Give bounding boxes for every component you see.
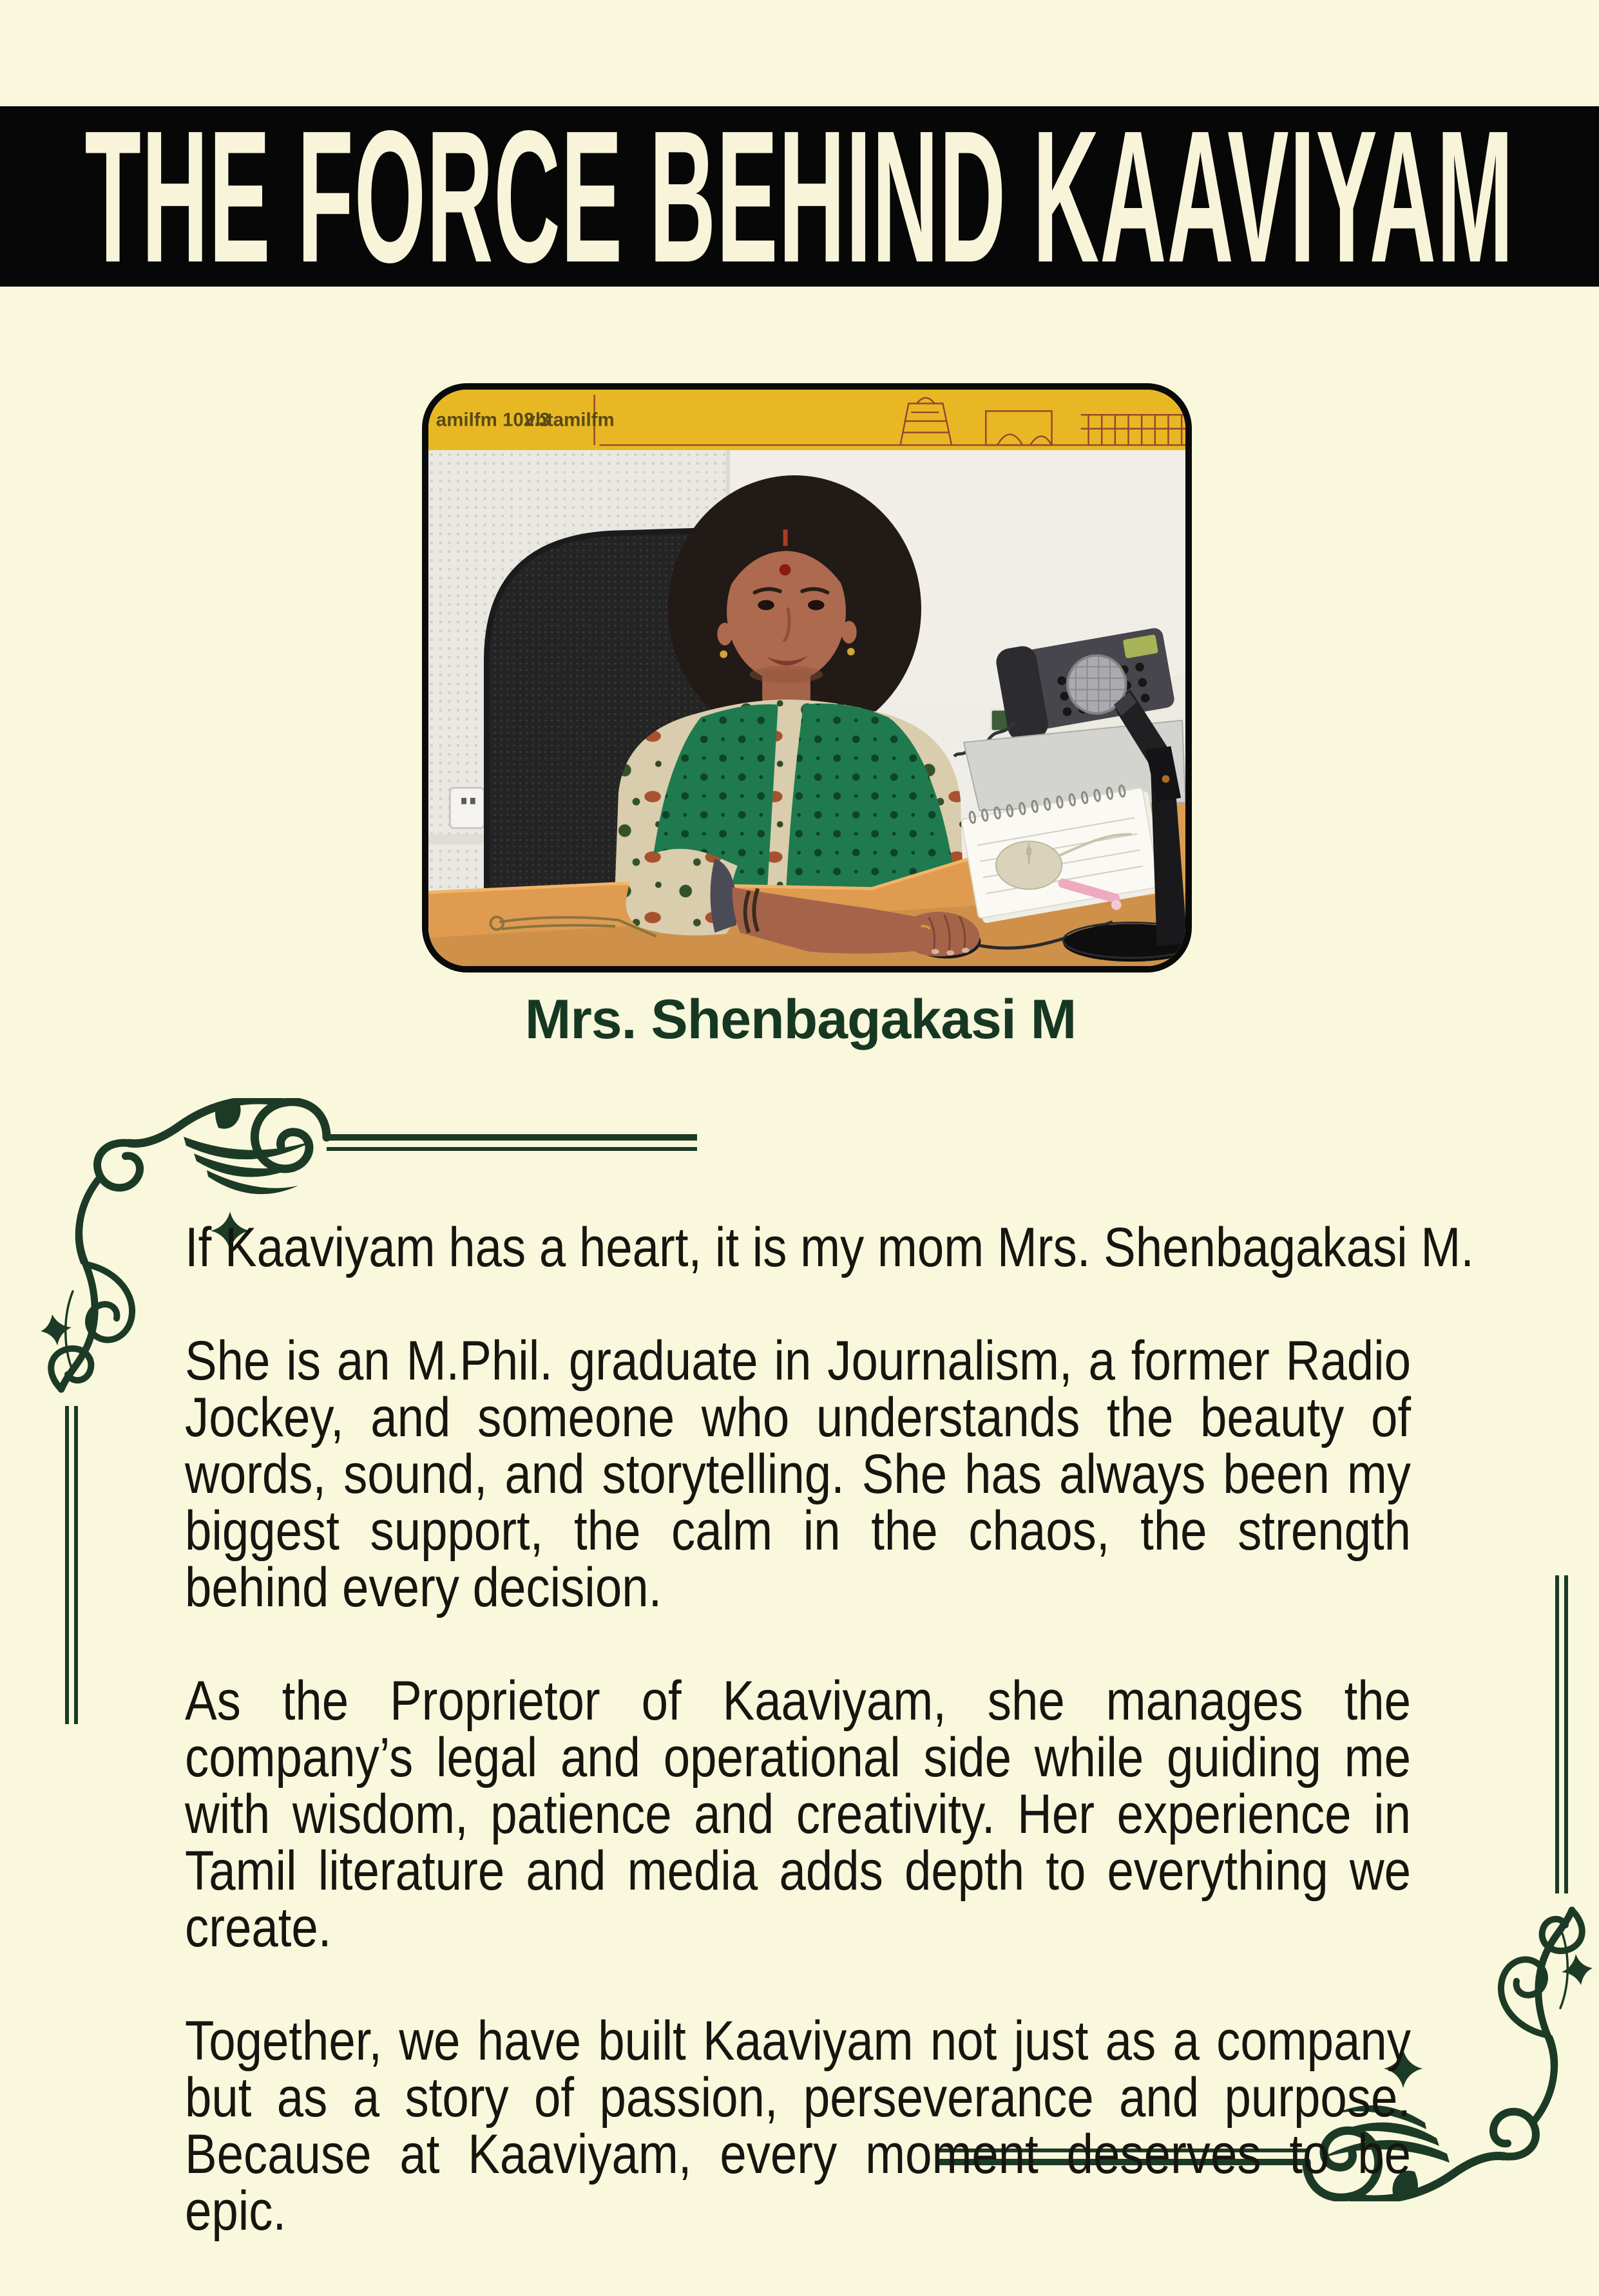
banner-station-left: amilfm 102.3 — [436, 409, 550, 431]
radio-banner — [428, 390, 1185, 450]
earring — [720, 650, 727, 658]
page-title: THE FORCE BEHIND KAAVIYAM — [84, 91, 1515, 301]
earring — [847, 648, 855, 656]
sindoor-mark — [783, 529, 788, 546]
body-text-block — [185, 1217, 1474, 2296]
bindi — [780, 564, 791, 576]
studio-photo-scene — [428, 390, 1185, 966]
paragraph-together: Together, we have built Kaaviyam not just as a company but as a story of passion, perseverance and purpose. Because at Kaaviyam, every moment deserves to be epic. — [185, 2010, 1411, 2242]
paragraph-intro: If Kaaviyam has a heart, it is my mom Mrs. Shenbagakasi M. — [185, 1217, 1474, 1278]
paragraph-background: She is an M.Phil. graduate in Journalism, a former Radio Jockey, and someone who understands the beauty of words, sound, and storytelling. She has always been my biggest support, the calm in the chaos, the strength behind every decision. — [185, 1330, 1411, 1618]
bracket-screw — [1162, 775, 1170, 783]
studio-photo — [422, 383, 1192, 972]
photo-caption: Mrs. Shenbagakasi M — [524, 989, 1077, 1050]
header-band — [0, 91, 1599, 301]
banner-station-right: vbtamilfm — [524, 409, 615, 431]
paragraph-proprietor: As the Proprietor of Kaaviyam, she manages the company’s legal and operational side while guiding me with wisdom, patience and creativity. Her experience in Tamil literature and media adds depth to everything we create. — [185, 1670, 1411, 1959]
